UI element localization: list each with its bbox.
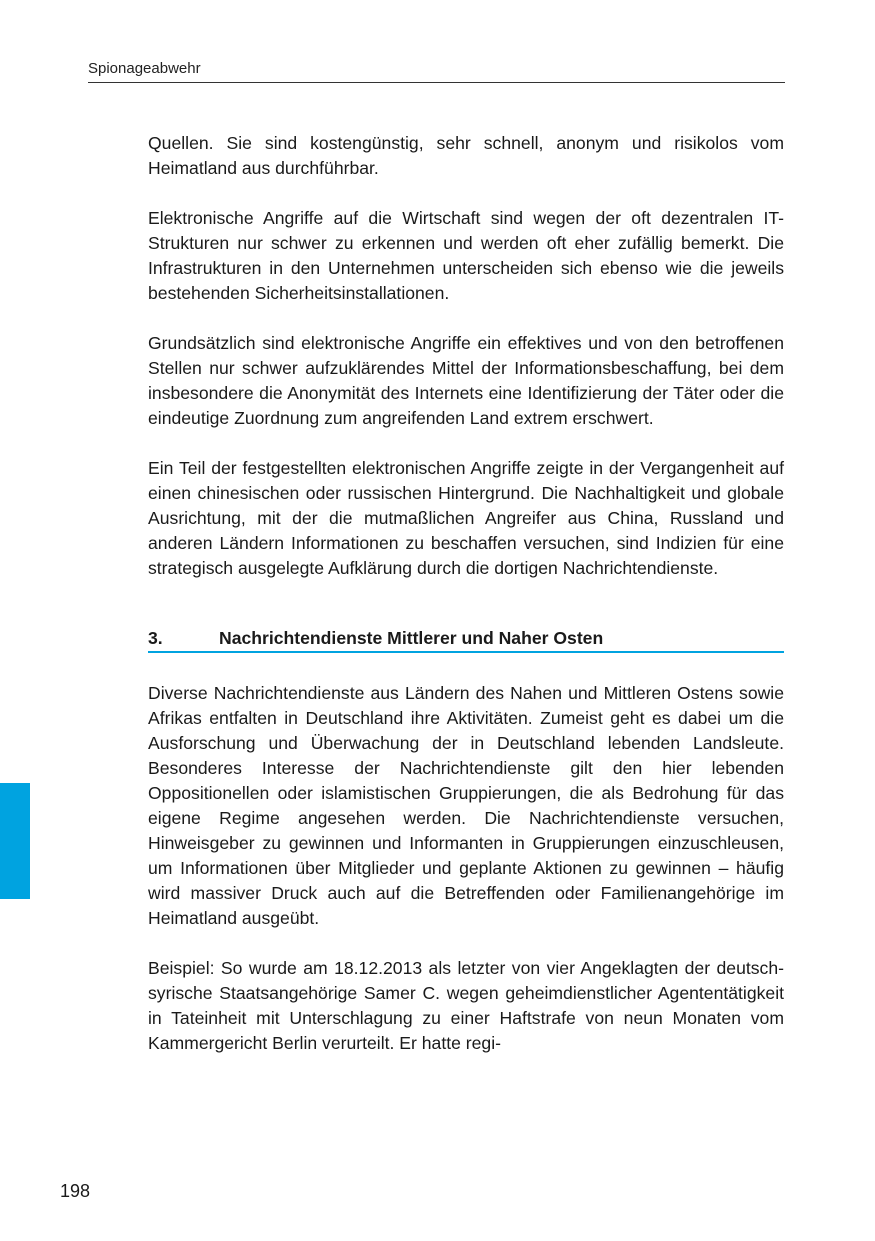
running-head: Spionageabwehr	[88, 60, 201, 77]
paragraph-4: Ein Teil der festgestellten elektronischen Angriffe zeigte in der Vergangenheit auf einen chinesischen oder russischen Hintergrund. Die Nachhaltigkeit und globale Ausrichtung, mit der die mutmaßlichen Angreifer aus China, Russland und anderen Ländern Informationen zu beschaffen versuchen, sind Indizien für eine strategisch ausgelegte Aufklärung durch die dortigen Nachrichtendienste.	[148, 458, 784, 578]
section-heading	[148, 627, 784, 653]
section-number: 3.	[148, 628, 163, 648]
section-title: Nachrichtendienste Mittlerer und Naher Osten	[219, 628, 604, 648]
chapter-side-tab	[0, 783, 30, 899]
page-number: 198	[60, 1181, 91, 1201]
paragraph-2: Elektronische Angriffe auf die Wirtschaft sind wegen der oft dezentralen IT-Strukturen nur schwer zu erkennen und werden oft eher zufällig bemerkt. Die Infrastrukturen in den Unternehmen unterscheiden sich ebenso wie die jeweils bestehenden Sicherheitsinstallationen.	[148, 208, 784, 303]
header-rule	[88, 82, 785, 83]
paragraph-1: Quellen. Sie sind kostengünstig, sehr schnell, anonym und risikolos vom Heimatland aus durchführbar.	[148, 133, 784, 178]
paragraph-6: Beispiel: So wurde am 18.12.2013 als letzter von vier Angeklagten der deutsch-syrische Staatsangehörige Samer C. wegen geheimdienstlicher Agententätigkeit in Tateinheit mit Unterschlagung zu einer Haftstrafe von neun Monaten vom Kammergericht Berlin verurteilt. Er hatte regi-	[148, 958, 784, 1053]
paragraph-5: Diverse Nachrichtendienste aus Ländern des Nahen und Mittleren Ostens sowie Afrikas entfalten in Deutschland ihre Aktivitäten. Zumeist geht es dabei um die Ausforschung und Überwachung der in Deutschland lebenden Landsleute. Besonderes Interesse der Nachrichtendienste gilt den hier lebenden Oppositionellen oder islamistischen Gruppierungen, die als Bedrohung für das eigene Regime angesehen werden. Die Nachrichtendienste versuchen, Hinweisgeber zu gewinnen und Informanten in Gruppierungen einzuschleusen, um Informationen über Mitglieder und geplante Aktionen zu gewinnen – häufig wird massiver Druck auch auf die Betreffenden oder Familienangehörige im Heimatland ausgeübt.	[148, 683, 784, 928]
page-body	[148, 131, 784, 1081]
paragraph-3: Grundsätzlich sind elektronische Angriffe ein effektives und von den betroffenen Stellen nur schwer aufzuklärendes Mittel der Informationsbeschaffung, bei dem insbesondere die Anonymität des Internets eine Identifizierung der Täter oder die eindeutige Zuordnung zum angreifenden Land extrem erschwert.	[148, 333, 784, 428]
